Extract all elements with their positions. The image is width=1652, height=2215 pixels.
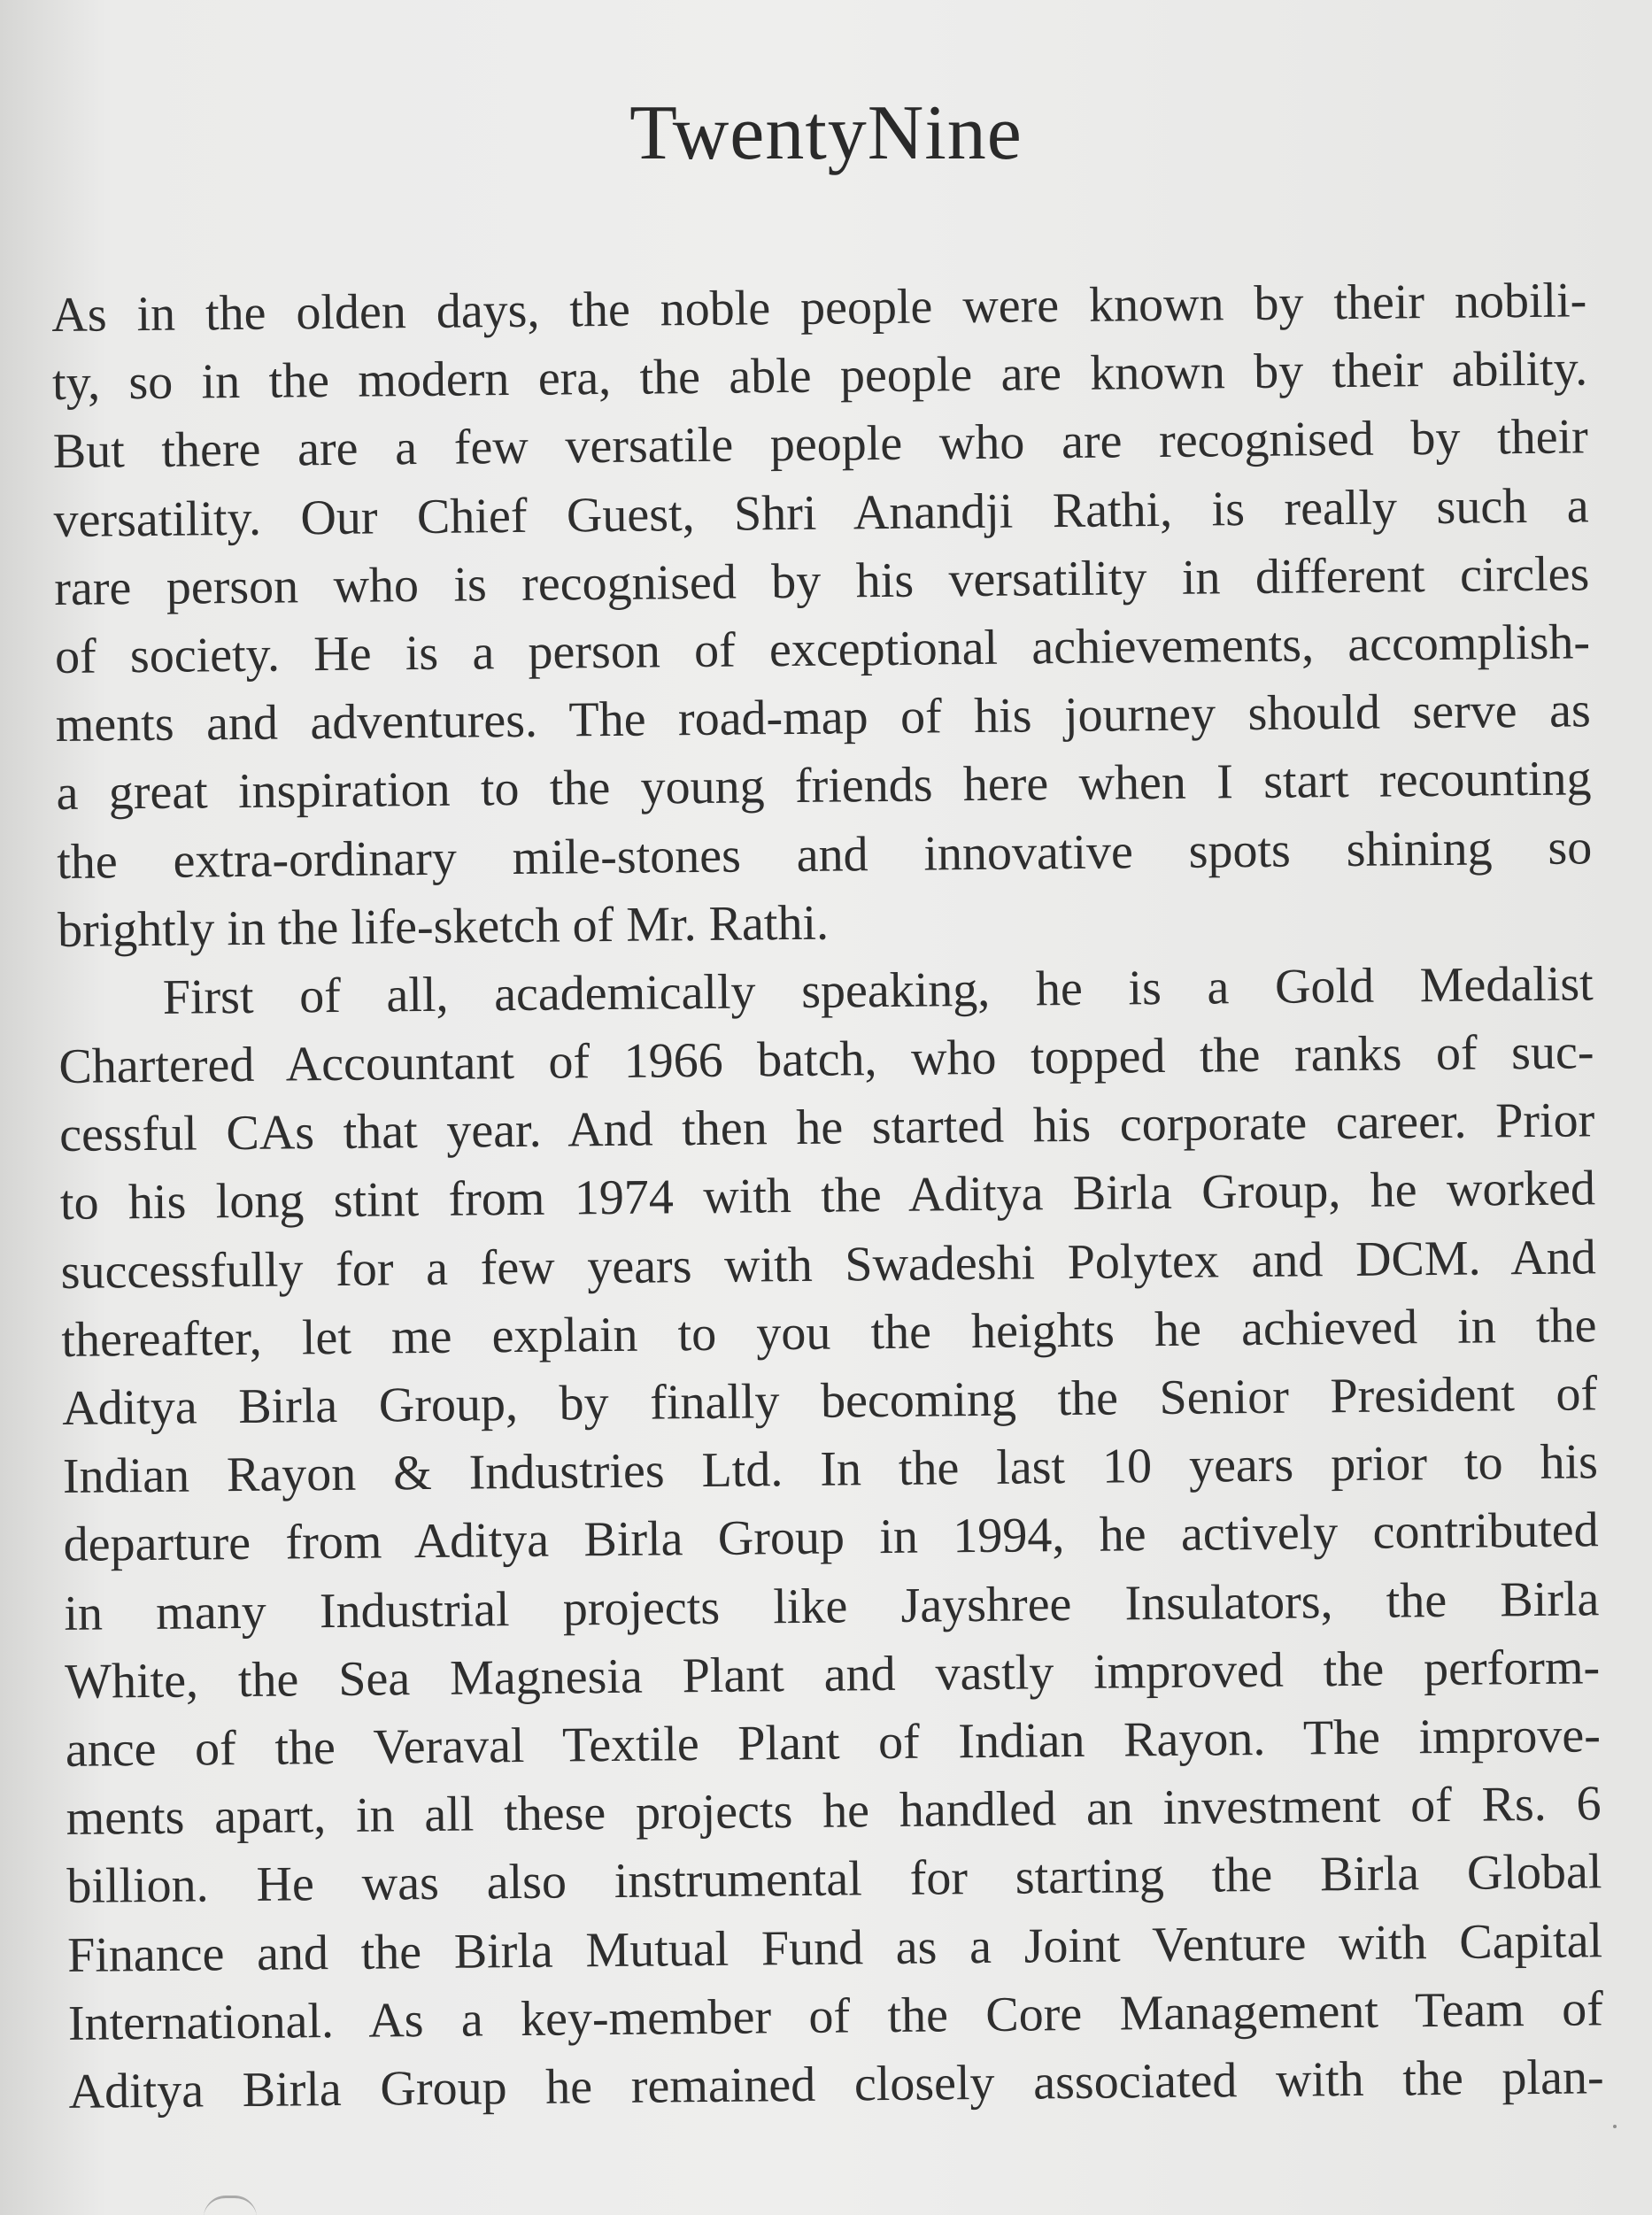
text-line: First of all, academically speaking, he is a Gold Medalist	[162, 956, 1594, 1025]
cut-off-text-fragment	[204, 2196, 257, 2215]
text-line: brightly in the life-sketch of Mr. Rathi.	[57, 895, 830, 958]
text-line: But there are a few versatile people who are recognised by their	[52, 409, 1589, 480]
text-line: departure from Aditya Birla Group in 1994, he actively contributed	[63, 1502, 1599, 1573]
text-line: of society. He is a person of exceptional achievements, accomplish-	[54, 614, 1591, 684]
text-line: International. As a key-member of the Core Management Team of	[67, 1980, 1604, 2051]
text-line: rare person who is recognised by his versatility in different circles	[54, 546, 1590, 616]
text-line: ance of the Veraval Textile Plant of Indian Rayon. The improve-	[65, 1708, 1602, 1778]
text-line: in many Industrial projects like Jayshree Insulators, the Birla	[64, 1571, 1600, 1641]
chapter-title: TwentyNine	[629, 90, 1023, 176]
text-line: Finance and the Birla Mutual Fund as a Joint Venture with Capital	[66, 1912, 1603, 1983]
text-line: the extra-ordinary mile-stones and innovative spots shining so	[56, 819, 1593, 890]
text-line: to his long stint from 1974 with the Aditya Birla Group, he worked	[59, 1161, 1596, 1231]
text-line: successfully for a few years with Swadeshi Polytex and DCM. And	[60, 1229, 1596, 1300]
text-line: Chartered Accountant of 1966 batch, who topped the ranks of suc-	[58, 1024, 1594, 1095]
text-line: Aditya Birla Group he remained closely associated with the plan-	[68, 2049, 1604, 2119]
text-line: Indian Rayon & Industries Ltd. In the last 10 years prior to his	[62, 1434, 1599, 1505]
body-text	[51, 266, 1604, 2126]
text-line: ments apart, in all these projects he handled an investment of Rs. 6	[66, 1776, 1602, 1847]
text-line: thereafter, let me explain to you the heights he achieved in the	[61, 1298, 1597, 1368]
text-line: ty, so in the modern era, the able people are known by their ability.	[51, 341, 1588, 412]
text-line: versatility. Our Chief Guest, Shri Anandji Rathi, is really such a	[53, 477, 1589, 548]
text-line: As in the olden days, the noble people were known by their nobili-	[51, 273, 1587, 343]
text-line: Aditya Birla Group, by finally becoming the Senior President of	[61, 1366, 1598, 1436]
page-speck	[1613, 2125, 1617, 2128]
text-line: a great inspiration to the young friends here when I start recounting	[56, 751, 1592, 822]
text-line: cessful CAs that year. And then he started his corporate career. Prior	[58, 1092, 1595, 1163]
text-line: ments and adventures. The road-map of his journey should serve as	[55, 683, 1592, 753]
text-line: White, the Sea Magnesia Plant and vastly improved the perform-	[64, 1640, 1601, 1709]
text-line: billion. He was also instrumental for starting the Birla Global	[66, 1844, 1602, 1915]
